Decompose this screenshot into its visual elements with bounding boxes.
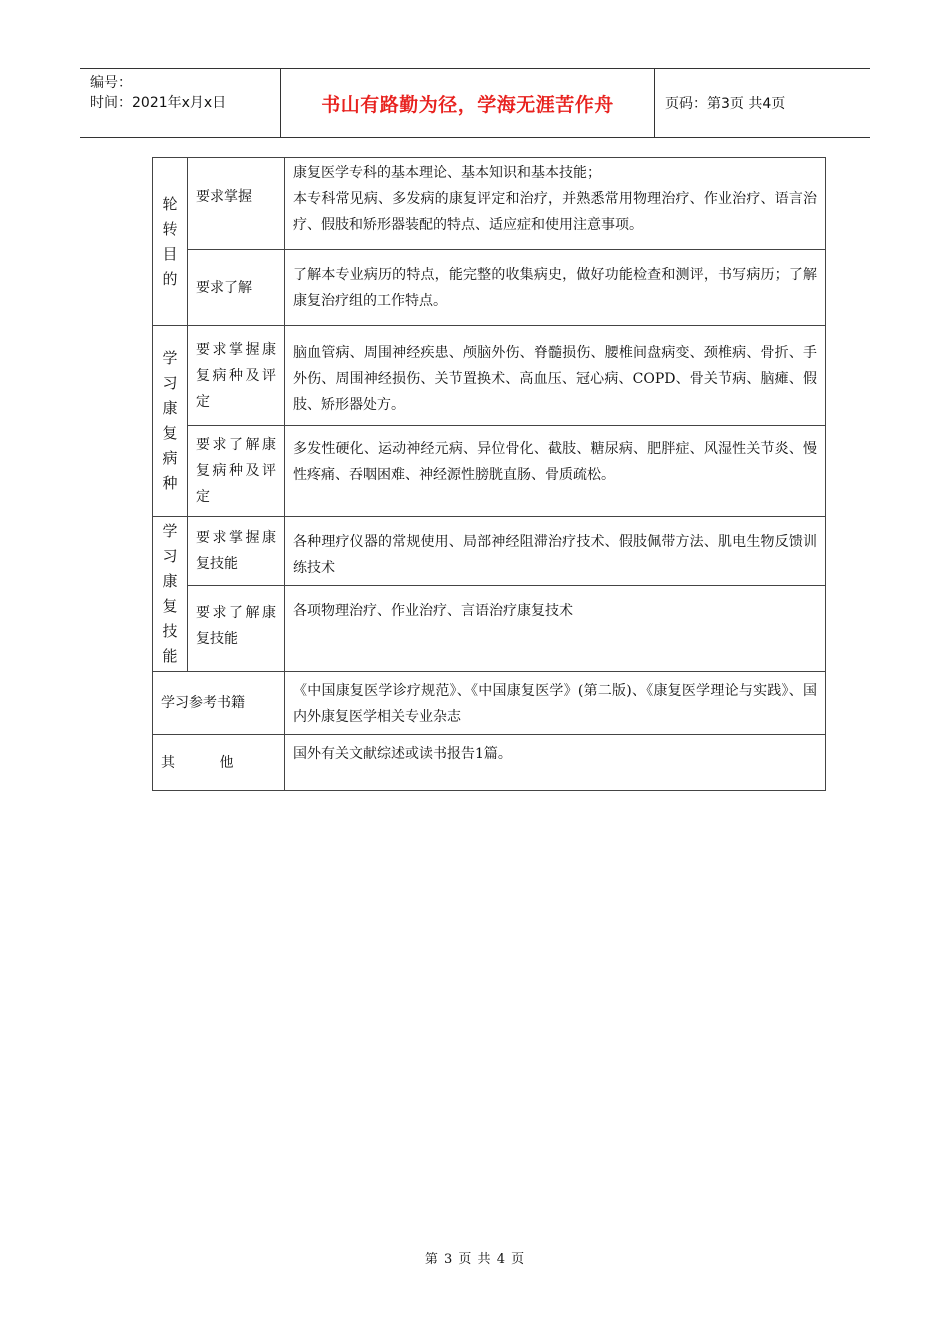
table-row: [153, 735, 826, 791]
training-table: [152, 157, 826, 791]
table-row: [153, 326, 826, 426]
diseases-master-label: 要求掌握康复病种及评定: [188, 326, 285, 426]
rotation-purpose-label: 轮转目的: [153, 158, 188, 326]
page-header: [80, 68, 870, 138]
diseases-master-content: 脑血管病、周围神经疾患、颅脑外伤、脊髓损伤、腰椎间盘病变、颈椎病、骨折、手外伤、周围神经损伤、关节置换术、高血压、冠心病、COPD、骨关节病、脑瘫、假肢、矫形器处方。: [285, 326, 826, 426]
table-row: [153, 586, 826, 672]
table-row: [153, 426, 826, 517]
skills-know-label: 要求了解康复技能: [188, 586, 285, 672]
purpose-know-content: 了解本专业病历的特点，能完整的收集病史，做好功能检查和测评，书写病历；了解康复治疗组的工作特点。: [285, 250, 826, 326]
other-label: 其 他: [153, 735, 285, 791]
diseases-know-content: 多发性硬化、运动神经元病、异位骨化、截肢、糖尿病、肥胖症、风湿性关节炎、慢性疼痛、吞咽困难、神经源性膀胱直肠、骨质疏松。: [285, 426, 826, 517]
header-motto: 书山有路勤为径，学海无涯苦作舟: [321, 93, 614, 116]
table-row: [153, 672, 826, 735]
skills-label: 学习康复技能: [153, 517, 188, 672]
purpose-master-line-2: 本专科常见病、多发病的康复评定和治疗，并熟悉常用物理治疗、作业治疗、语言治疗、假肢和矫形器装配的特点、适应症和使用注意事项。: [293, 191, 817, 233]
purpose-master-content: [285, 158, 826, 250]
skills-know-content: 各项物理治疗、作业治疗、言语治疗康复技术: [285, 586, 826, 672]
diseases-know-label: 要求了解康复病种及评定: [188, 426, 285, 517]
table-row: [153, 250, 826, 326]
page-footer: 第 3 页 共 4 页: [424, 1252, 526, 1267]
header-motto-cell: [281, 69, 655, 137]
purpose-master-line-1: 康复医学专科的基本理论、基本知识和基本技能；: [293, 165, 601, 181]
diseases-label: 学习康复病种: [153, 326, 188, 517]
table-row: [153, 158, 826, 250]
other-content: 国外有关文献综述或读书报告1篇。: [285, 735, 826, 791]
purpose-master-label: 要求掌握: [188, 158, 285, 250]
header-page-number: 页码：第3页 共4页: [665, 96, 786, 112]
skills-master-content: 各种理疗仪器的常规使用、局部神经阻滞治疗技术、假肢佩带方法、肌电生物反馈训练技术: [285, 517, 826, 586]
references-content: 《中国康复医学诊疗规范》、《中国康复医学》(第二版)、《康复医学理论与实践》、国内外康复医学相关专业杂志: [285, 672, 826, 735]
references-label: 学习参考书籍: [153, 672, 285, 735]
skills-master-label: 要求掌握康复技能: [188, 517, 285, 586]
date-label: 时间：2021年x月x日: [90, 95, 227, 111]
header-page-cell: [655, 69, 870, 137]
serial-number-label: 编号：: [90, 75, 132, 91]
purpose-know-label: 要求了解: [188, 250, 285, 326]
table-row: [153, 517, 826, 586]
header-meta: [80, 69, 281, 137]
